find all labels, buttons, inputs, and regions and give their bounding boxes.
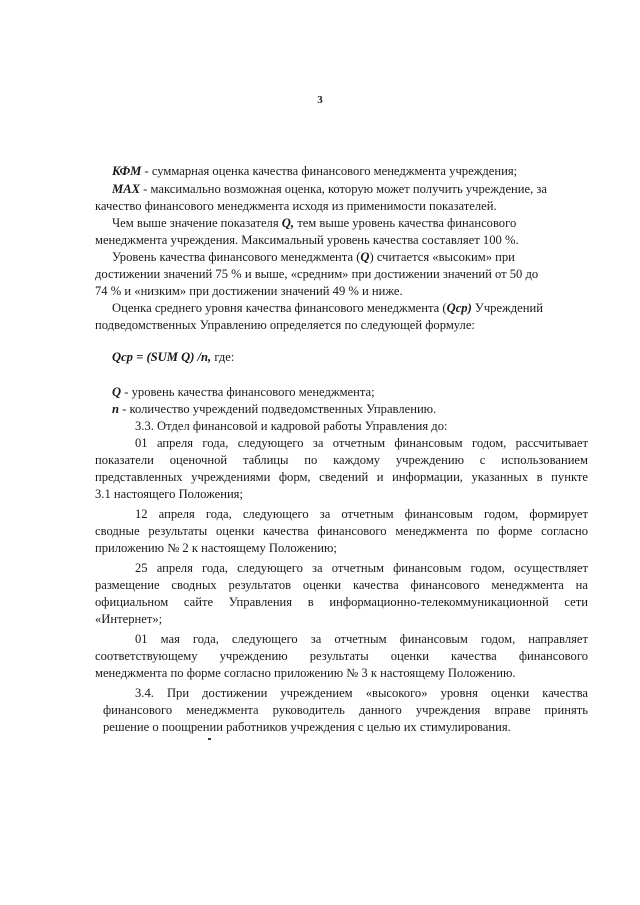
q-line-1: Чем выше значение показателя Q, тем выше уровень качества финансового	[112, 216, 517, 230]
item-2-line-1: 12 апреля года, следующего за отчетным финансовым годом, формирует	[135, 507, 588, 521]
section-3-4-line-3: решение о поощрении работников учреждения с целью их стимулирования.	[103, 720, 511, 734]
level-line-3: 74 % и «низким» при достижении значений 49 % и ниже.	[95, 284, 403, 298]
max-line-cont: качество финансового менеджмента исходя из применимости показателей.	[95, 199, 497, 213]
item-1-line-1: 01 апреля года, следующего за отчетным финансовым годом, рассчитывает	[135, 436, 588, 450]
avg-line-1: Оценка среднего уровня качества финансового менеджмента (Qср) Учреждений	[112, 301, 543, 315]
kfm-term: КФМ	[112, 164, 142, 178]
item-2-line-3: приложению № 2 к настоящему Положению;	[95, 541, 337, 555]
item-3-line-4: «Интернет»;	[95, 612, 163, 626]
formula: Qср = (SUM Q) /n, где:	[112, 350, 235, 364]
level-line-2: достижении значений 75 % и выше, «средним» при достижении значений от 50 до	[95, 267, 539, 281]
section-3-4-line-2: финансового менеджмента руководитель данного учреждения вправе принять	[103, 703, 588, 717]
def-n: n - количество учреждений подведомственных Управлению.	[112, 402, 437, 416]
scan-speck	[208, 738, 211, 740]
max-line: МАХ - максимально возможная оценка, которую может получить учреждение, за	[112, 182, 547, 196]
level-line-1: Уровень качества финансового менеджмента (Q) считается «высоким» при	[112, 250, 515, 264]
item-1-line-3: представленных учреждениями форм, сведений и информации, указанных в пункте	[95, 470, 588, 484]
item-4-line-3: менеджмента по форме согласно приложению № 3 к настоящему Положению.	[95, 666, 516, 680]
item-3-line-3: официальном сайте Управления в информационно-телекоммуникационной сети	[95, 595, 588, 609]
avg-line-2: подведомственных Управлению определяется по следующей формуле:	[95, 318, 475, 332]
item-4-line-1: 01 мая года, следующего за отчетным финансовым годом, направляет	[135, 632, 588, 646]
max-term: МАХ	[112, 182, 140, 196]
kfm-line: КФМ - суммарная оценка качества финансового менеджмента учреждения;	[112, 164, 518, 178]
item-3-line-1: 25 апреля года, следующего за отчетным финансовым годом, осуществляет	[135, 561, 588, 575]
item-3-line-2: размещение сводных результатов оценки качества финансового менеджмента на	[95, 578, 588, 592]
section-3-3: 3.3. Отдел финансовой и кадровой работы Управления до:	[135, 419, 448, 433]
q-line-2: менеджмента учреждения. Максимальный уровень качества составляет 100 %.	[95, 233, 519, 247]
section-3-4-line-1: 3.4. При достижении учреждением «высокого» уровня оценки качества	[135, 686, 588, 700]
def-q: Q - уровень качества финансового менеджмента;	[112, 385, 375, 399]
item-1-line-4: 3.1 настоящего Положения;	[95, 487, 243, 501]
item-1-line-2: показатели оценочной таблицы по каждому учреждению с использованием	[95, 453, 588, 467]
page-number: 3	[317, 94, 323, 106]
item-2-line-2: сводные результаты оценки качества финансового менеджмента по форме согласно	[95, 524, 588, 538]
item-4-line-2: соответствующему учреждению результаты оценки качества финансового	[95, 649, 588, 663]
